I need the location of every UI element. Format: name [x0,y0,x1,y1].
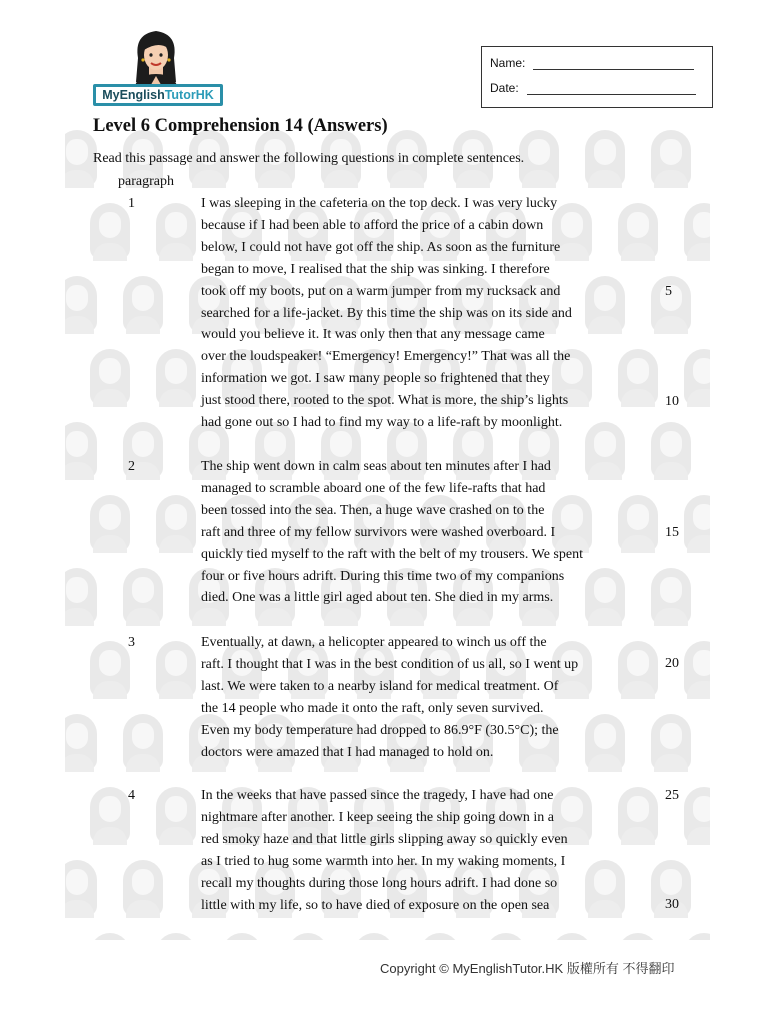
watermark-face-icon [682,933,710,940]
line-number: 5 [665,284,672,299]
name-row [490,56,694,70]
watermark-face-icon [550,933,594,940]
passage-line: raft. I thought that I was in the best condition of us all, so I went up [201,656,579,672]
passage-line: over the loudspeaker! “Emergency! Emergency!” That was all the [201,349,571,365]
watermark-face-icon [682,787,710,845]
watermark-face-icon [154,203,198,261]
passage-line: died. One was a little girl aged about ten. She died in my arms. [201,590,554,606]
passage-line: as I tried to hug some warmth into her. In my waking moments, I [201,853,566,869]
watermark-face-icon [121,276,165,334]
watermark-face-icon [121,714,165,772]
watermark-face-icon [65,422,99,480]
logo [84,28,230,110]
watermark-face-icon [88,641,132,699]
watermark-face-icon [649,568,693,626]
watermark-face-icon [154,933,198,940]
passage-line: managed to scramble aboard one of the few life-rafts that had [201,480,546,496]
watermark-face-icon [682,203,710,261]
passage-line: raft and three of my fellow survivors were washed overboard. I [201,524,556,540]
page-title: Level 6 Comprehension 14 (Answers) [93,116,388,136]
watermark-face-icon [649,130,693,188]
watermark-face-icon [154,787,198,845]
watermark-face-icon [121,568,165,626]
paragraph-4 [201,785,568,916]
watermark-face-icon [65,568,99,626]
instructions: Read this passage and answer the following questions in complete sentences. [93,151,525,166]
watermark-face-icon [286,933,330,940]
paragraph-number: 3 [128,635,135,650]
watermark-face-icon [583,860,627,918]
passage-line: quickly tied myself to the raft with the belt of my trousers. We spent [201,546,583,562]
passage-line: In the weeks that have passed since the tragedy, I have had one [201,788,554,803]
line-number: 30 [665,897,679,912]
watermark-face-icon [616,495,660,553]
passage-line: just stood there, rooted to the spot. What is more, the ship’s lights [201,393,569,409]
watermark-face-icon [682,641,710,699]
watermark-face-icon [418,933,462,940]
watermark-face-icon [154,495,198,553]
passage-line: recall my thoughts during those long hours adrift. I had done so [201,875,558,891]
watermark-face-icon [682,349,710,407]
passage-line: four or five hours adrift. During this time two of my companions [201,568,565,584]
passage-line: last. We were taken to a nearby island for medical treatment. Of [201,678,559,694]
watermark-face-icon [583,130,627,188]
passage-line: been tossed into the sea. Then, a huge wave crashed on to the [201,502,545,518]
passage-line: nightmare after another. I keep seeing the ship going down in a [201,809,555,825]
watermark-face-icon [616,203,660,261]
passage-line: Even my body temperature had dropped to 86.9°F (30.5°C); the [201,722,559,738]
watermark-face-icon [583,276,627,334]
paragraph-1 [201,193,572,434]
passage-line: began to move, I realised that the ship was sinking. I therefore [201,261,550,277]
watermark-face-icon [88,349,132,407]
passage-line: little with my life, so to have died of exposure on the open sea [201,897,550,913]
passage-line: doctors were amazed that I had managed to hold on. [201,744,494,760]
paragraph-number: 4 [128,788,135,803]
copyright-notice: Copyright © MyEnglishTutor.HK 版權所有 不得翻印 [380,961,675,976]
line-number: 20 [665,656,679,671]
tutor-avatar-icon [128,28,184,90]
watermark-face-icon [220,933,264,940]
watermark-face-icon [65,276,99,334]
watermark-face-icon [88,787,132,845]
passage-line: information we got. I saw many people so frightened that they [201,371,550,387]
passage-line: The ship went down in calm seas about ten minutes after I had [201,459,551,474]
watermark-face-icon [616,933,660,940]
passage-line: would you believe it. It was only then that any message came [201,327,545,343]
watermark-face-icon [583,568,627,626]
passage-line: took off my boots, put on a warm jumper from my rucksack and [201,283,561,299]
date-label: Date: [490,81,519,95]
passage-line: Eventually, at dawn, a helicopter appeared to winch us off the [201,635,547,650]
paragraph-number: 2 [128,459,135,474]
name-date-box [481,46,713,108]
passage-line: below, I could not have got off the ship. As soon as the furniture [201,239,561,255]
watermark-face-icon [649,714,693,772]
watermark-face-icon [616,787,660,845]
paragraph-number: 1 [128,196,135,211]
watermark-face-icon [583,714,627,772]
line-number: 15 [665,525,679,540]
passage-line: had gone out so I had to find my way to a life-raft by moonlight. [201,415,563,431]
watermark-face-icon [616,349,660,407]
watermark-face-icon [88,495,132,553]
watermark-face-icon [65,714,99,772]
watermark-face-icon [616,641,660,699]
watermark-face-icon [154,641,198,699]
paragraph-3 [201,632,578,763]
paragraph-column-label: paragraph [118,174,174,189]
watermark-face-icon [154,349,198,407]
logo-banner: MyEnglishTutorHK [93,84,223,106]
date-field[interactable] [527,81,696,95]
passage-line: red smoky haze and that little girls slipping away so quickly even [201,831,568,847]
watermark-face-icon [65,860,99,918]
watermark-face-icon [649,422,693,480]
passage-line: because if I had been able to afford the price of a cabin down [201,217,544,233]
date-row [490,81,696,95]
passage-line: searched for a life-jacket. By this time the ship was on its side and [201,305,572,321]
paragraph-2 [201,456,583,609]
name-field[interactable] [533,56,694,70]
passage-line: I was sleeping in the cafeteria on the top deck. I was very lucky [201,196,558,211]
watermark-face-icon [88,933,132,940]
line-number: 10 [665,394,679,409]
name-label: Name: [490,56,526,70]
watermark-face-icon [121,860,165,918]
line-number: 25 [665,788,679,803]
watermark-face-icon [484,933,528,940]
watermark-face-icon [88,203,132,261]
watermark-face-icon [583,422,627,480]
passage-line: the 14 people who made it onto the raft, only seven survived. [201,700,544,716]
watermark-face-icon [352,933,396,940]
watermark-face-icon [682,495,710,553]
